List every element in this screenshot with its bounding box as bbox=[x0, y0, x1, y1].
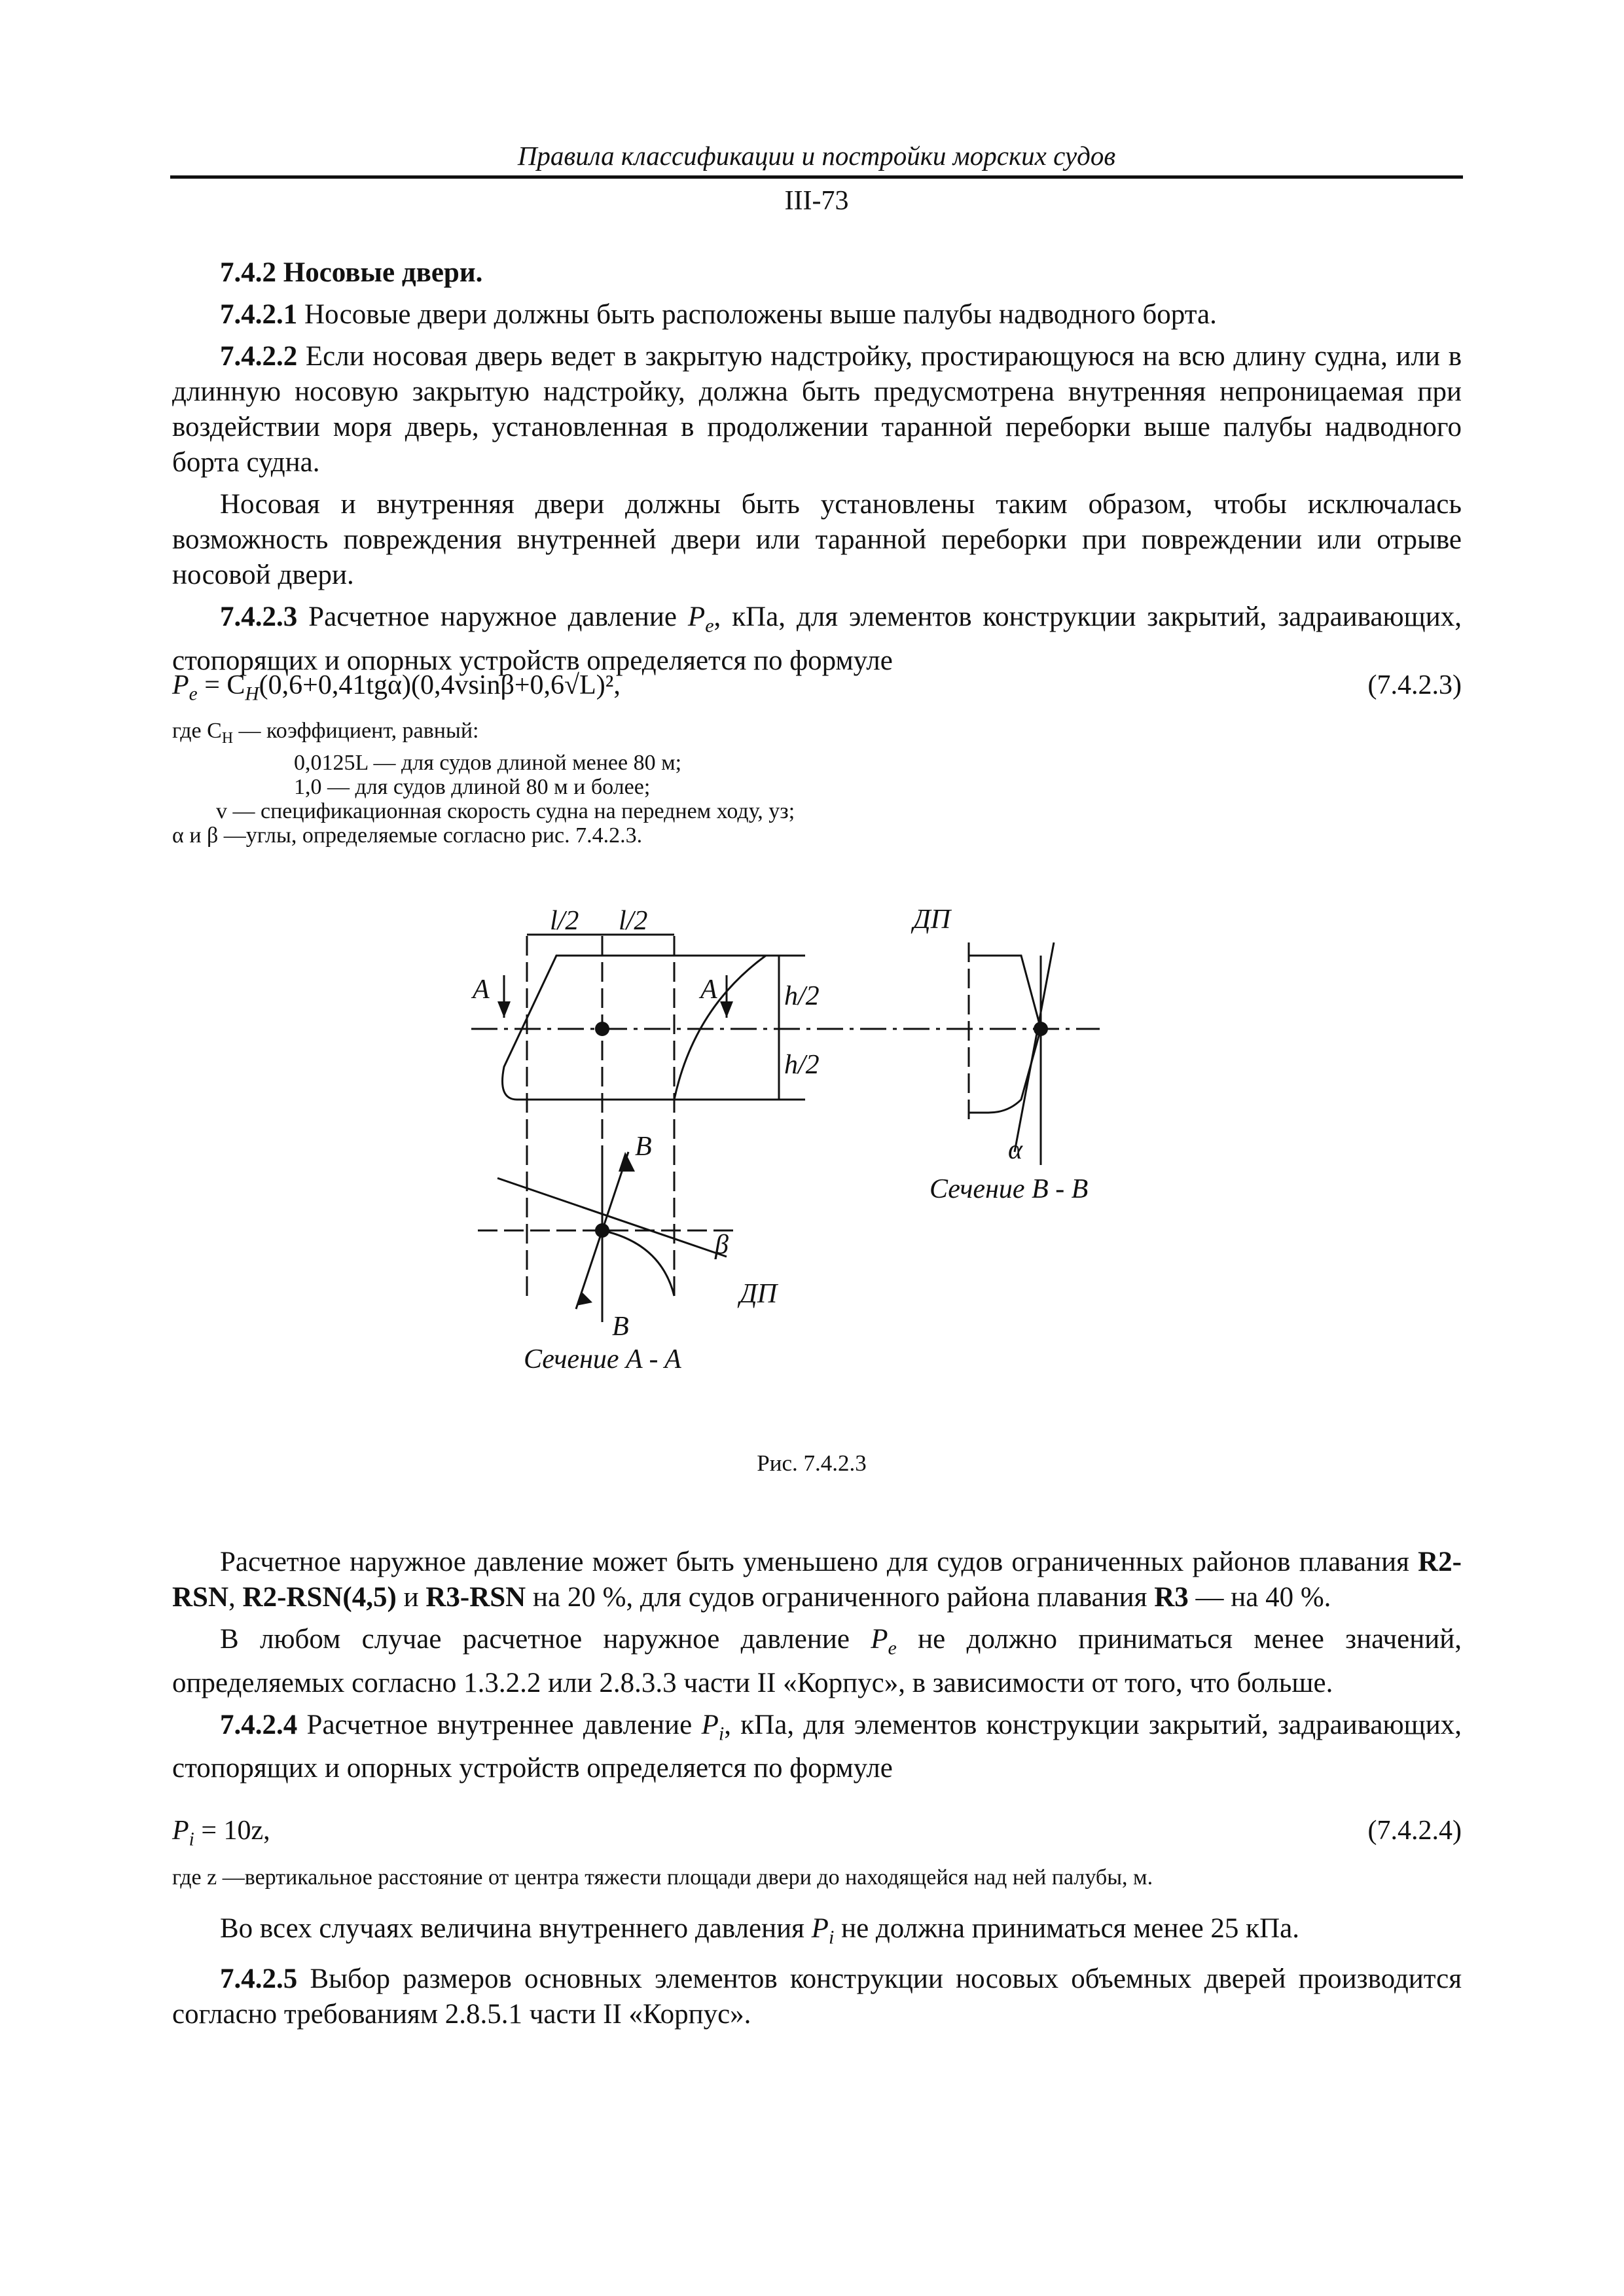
label-h2-top: h/2 bbox=[784, 981, 820, 1011]
label-a-left: A bbox=[473, 975, 490, 1005]
section-bb-tangent bbox=[1015, 942, 1054, 1152]
final-text bbox=[172, 1911, 1462, 2039]
page-number: III-73 bbox=[784, 186, 849, 216]
after-figure-text bbox=[172, 1545, 1462, 1793]
arrow-a-left-head bbox=[497, 1001, 511, 1018]
figure-caption: Рис. 7.4.2.3 bbox=[757, 1450, 867, 1476]
section-aa-point bbox=[595, 1223, 609, 1238]
paragraph-reduction: Расчетное наружное давление может быть уменьшено для судов ограниченных районов плавания R2-RSN, R2-RSN(4,5) и R3-RSN на 20 %, для судов ограниченного района плавания R3 — на 40 %. bbox=[172, 1547, 1462, 1613]
label-a-right: A bbox=[700, 975, 717, 1005]
section-bb-title: Сечение B - B bbox=[929, 1174, 1089, 1204]
label-l2-left: l/2 bbox=[550, 906, 579, 936]
label-l2-right: l/2 bbox=[619, 906, 648, 936]
section-bb-outline bbox=[969, 956, 1041, 1113]
paragraph-7-4-2-3: 7.4.2.3 Расчетное наружное давление $P_e$, кПа, для элементов конструкции закрытий, задраивающих, стопорящих и опорных устройств определяется по формуле bbox=[172, 601, 1462, 676]
where-block-1: где $C_H$ — коэффициент, равный: 0,0125L — для судов длиной менее 80 м; 1,0 — для судов длиной 80 м и более; v — спецификационная скорость судна на переднем ходу, уз; α и β —углы, определяемые согласно рис. 7.4.2.3. bbox=[172, 719, 795, 848]
section-bb-point bbox=[1034, 1022, 1048, 1036]
label-beta: β bbox=[715, 1230, 729, 1260]
label-b-top: B bbox=[635, 1132, 652, 1162]
paragraph-7-4-2-1: 7.4.2.1 Носовые двери должны быть расположены выше палубы надводного борта. bbox=[220, 299, 1217, 330]
label-h2-bottom: h/2 bbox=[784, 1050, 820, 1080]
running-header: Правила классификации и постройки морских судов bbox=[517, 141, 1116, 171]
section-aa-title: Сечение A - A bbox=[524, 1344, 681, 1374]
paragraph-7-4-2-4: 7.4.2.4 Расчетное внутреннее давление $P_i$, кПа, для элементов конструкции закрытий, задраивающих, стопорящих и опорных устройств определяется по формуле bbox=[172, 1709, 1462, 1784]
label-dp-top: ДП bbox=[913, 905, 951, 935]
paragraph-bow-inner-doors: Носовая и внутренняя двери должны быть установлены таким образом, чтобы исключалась возможность повреждения внутренней двери или таранной переборки при повреждении или отрыве носовой двери. bbox=[172, 489, 1462, 590]
formula-7-4-2-4: (7.4.2.4) $P_i = 10z$, bbox=[172, 1816, 1462, 1850]
paragraph-7-4-2-2: 7.4.2.2 Если носовая дверь ведет в закрытую надстройку, простирающуюся на всю длину судна, или в длинную носовую закрытую надстройку, должна быть предусмотрена внутренняя непроницаемая при воздействии моря дверь, установленная в продолжении таранной переборки выше палубы надводного борта судна. bbox=[172, 341, 1462, 478]
paragraph-min-internal: Во всех случаях величина внутреннего давления $P_i$ не должна приниматься менее 25 кПа. bbox=[220, 1913, 1299, 1948]
section-heading: 7.4.2 Носовые двери. bbox=[220, 257, 483, 288]
arrow-a-right-head bbox=[720, 1001, 733, 1018]
paragraph-minimum: В любом случае расчетное наружное давление $P_e$ не должно приниматься менее значений, определяемых согласно 1.3.2.2 или 2.8.3.3 части II «Корпус», в зависимости от того, что больше. bbox=[172, 1624, 1462, 1698]
formula-7-4-2-3: (7.4.2.3) $P_e = C_H(0,6+0,41tg\alpha)(0,4vsin\beta+0,6√L)^2$, bbox=[172, 670, 1462, 705]
door-center-point bbox=[595, 1022, 609, 1036]
section-aa-tangent bbox=[497, 1178, 727, 1257]
label-b-bottom: B bbox=[612, 1312, 629, 1342]
paragraph-7-4-2-5: 7.4.2.5 Выбор размеров основных элементов конструкции носовых объемных дверей производится согласно требованиям 2.8.5.1 части II «Корпус». bbox=[172, 1963, 1462, 2030]
section-aa-curve bbox=[602, 1230, 674, 1296]
label-dp-bottom: ДП bbox=[740, 1279, 778, 1309]
where-block-2: где z —вертикальное расстояние от центра тяжести площади двери до находящейся над ней палубы, м. bbox=[172, 1865, 1153, 1890]
label-alpha: α bbox=[1008, 1135, 1023, 1165]
